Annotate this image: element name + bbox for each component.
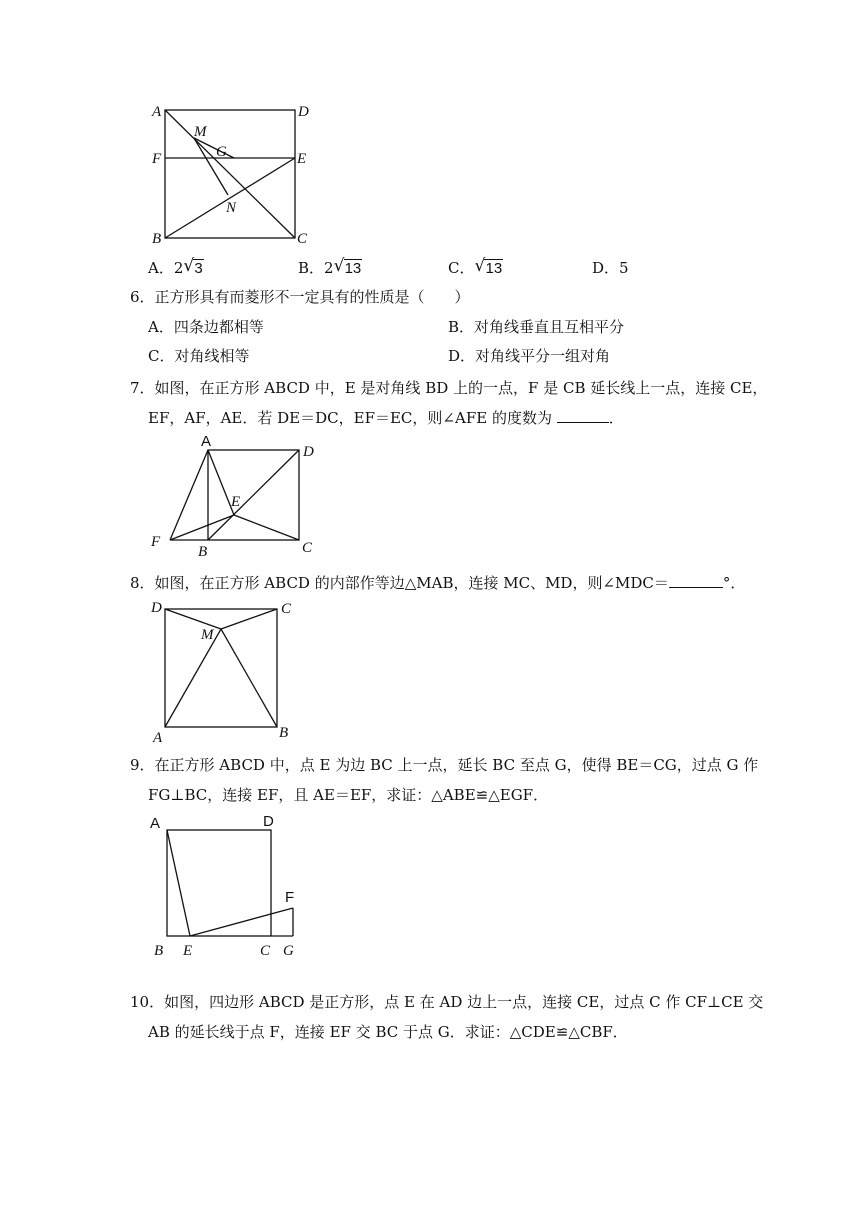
label-b: B xyxy=(279,725,289,741)
label-c: C xyxy=(260,943,271,959)
label-f: F xyxy=(152,151,162,167)
label-a: A xyxy=(152,104,162,120)
q10-line-1: 10．如图，四边形 ABCD 是正方形，点 E 在 AD 边上一点，连接 CE，过点 C 作 CF⊥CE 交 xyxy=(130,993,764,1011)
label-c: C xyxy=(297,231,308,247)
q6-option-d: D．对角线平分一组对角 xyxy=(448,347,611,365)
segment-be xyxy=(165,158,295,238)
q6-option-c: C．对角线相等 xyxy=(148,347,250,365)
q6-option-b: B．对角线垂直且互相平分 xyxy=(448,318,625,336)
q9-line-2: FG⊥BC，连接 EF，且 AE＝EF，求证：△ABE≌△EGF． xyxy=(148,786,549,804)
q5-option-c: C． √ 13 xyxy=(448,256,503,277)
q7-line-1: 7．如图，在正方形 ABCD 中，E 是对角线 BD 上的一点，F 是 CB 延长线上一点，连接 CE， xyxy=(130,379,768,397)
q8-line-1: 8．如图，在正方形 ABCD 的内部作等边△MAB，连接 MC、MD，则∠MDC＝ °． xyxy=(130,574,746,592)
label-d: D xyxy=(263,813,274,830)
q8-figure xyxy=(145,597,305,745)
label-n: N xyxy=(226,200,237,216)
label-f: F xyxy=(151,534,161,550)
q6-stem: 6．正方形具有而菱形不一定具有的性质是（ ） xyxy=(130,288,470,306)
label-a: A xyxy=(150,815,161,832)
label-d: D xyxy=(298,104,309,120)
label-g: G xyxy=(283,943,294,959)
q5-option-a: A．2 √ 3 xyxy=(148,256,203,277)
label-b: B xyxy=(152,231,162,247)
q9-figure xyxy=(145,808,315,960)
label-d: D xyxy=(303,444,314,460)
answer-blank xyxy=(669,573,723,588)
q5-option-d: D．5 xyxy=(592,259,629,277)
label-b: B xyxy=(198,544,208,560)
q7-line-2: EF，AF，AE．若 DE＝DC，EF＝EC，则∠AFE 的度数为 ． xyxy=(148,409,624,427)
q6-option-a: A．四条边都相等 xyxy=(148,318,264,336)
q5-option-b: B．2 √ 13 xyxy=(298,256,362,277)
q7-figure xyxy=(145,432,325,560)
label-a: A xyxy=(201,433,212,450)
label-m: M xyxy=(194,124,207,140)
label-c: C xyxy=(302,540,313,556)
label-e: E xyxy=(183,943,193,959)
label-b: B xyxy=(154,943,164,959)
label-m: M xyxy=(201,627,214,643)
label-d: D xyxy=(151,600,162,616)
label-f: F xyxy=(285,889,295,906)
label-e: E xyxy=(231,494,241,510)
label-e: E xyxy=(297,151,307,167)
label-a: A xyxy=(153,730,163,746)
answer-blank xyxy=(557,408,609,423)
q10-line-2: AB 的延长线于点 F，连接 EF 交 BC 于点 G．求证：△CDE≌△CBF． xyxy=(148,1023,628,1041)
label-g: G xyxy=(216,144,227,160)
diagonal-ac xyxy=(165,110,295,238)
label-c: C xyxy=(281,601,292,617)
q9-line-1: 9．在正方形 ABCD 中，点 E 为边 BC 上一点，延长 BC 至点 G，使得 BE＝CG，过点 G 作 xyxy=(130,756,759,774)
q5-figure xyxy=(140,98,320,248)
